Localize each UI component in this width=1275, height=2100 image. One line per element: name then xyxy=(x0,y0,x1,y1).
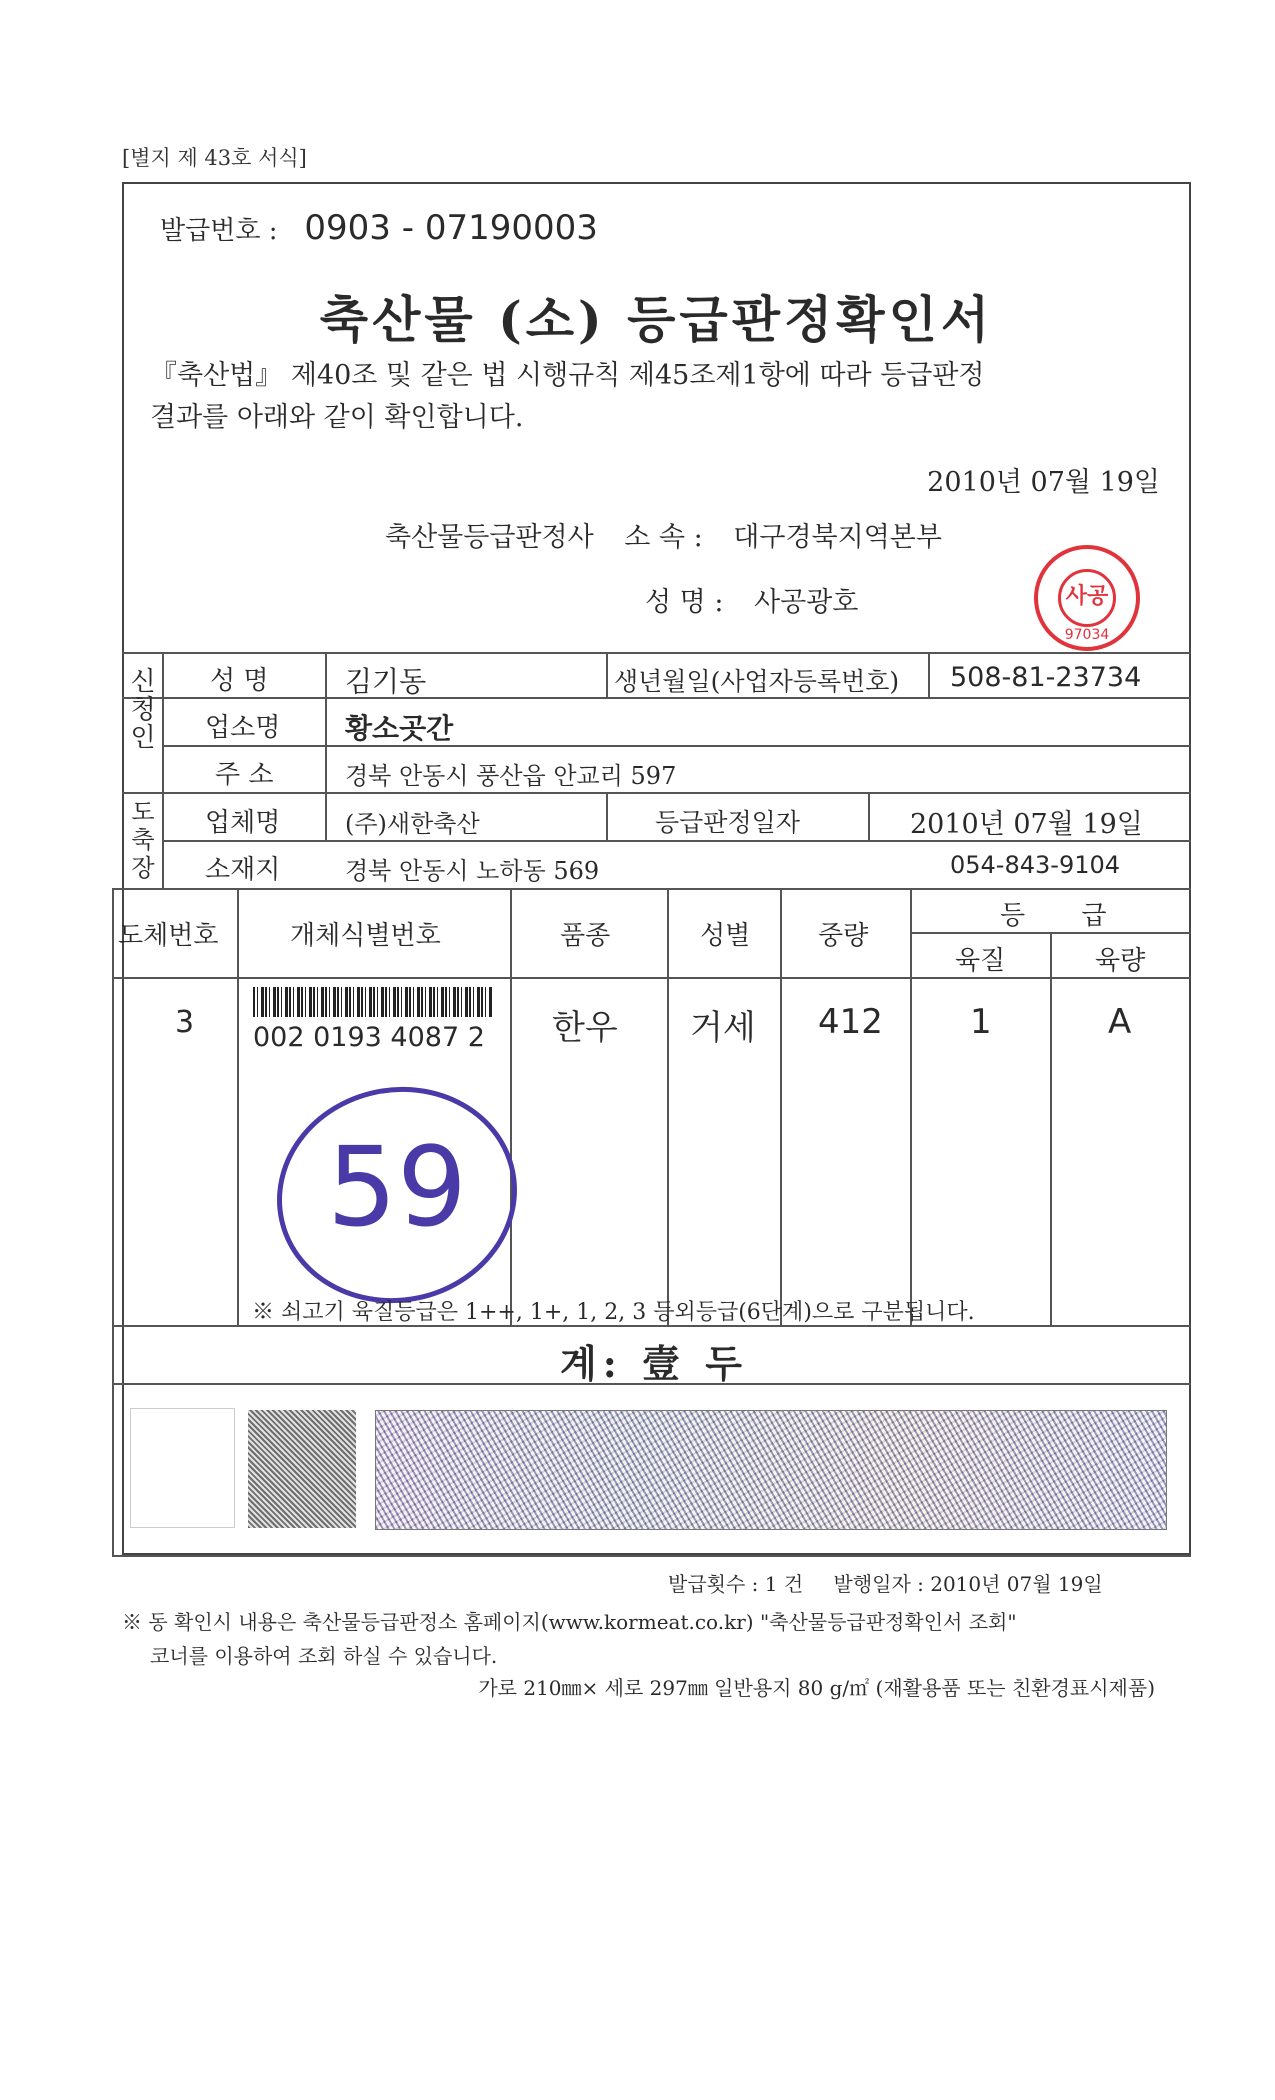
divider xyxy=(112,1555,1191,1557)
issue-number-row xyxy=(160,208,598,248)
applicant-id: 508-81-23734 xyxy=(950,662,1142,693)
issue-count: 발급횟수 : 1 건 xyxy=(668,1572,804,1596)
verification-code-box xyxy=(130,1408,235,1528)
divider xyxy=(112,888,1191,890)
applicant-id-label: 생년월일(사업자등록번호) xyxy=(614,667,900,696)
issue-number: 0903 - 07190003 xyxy=(304,208,598,248)
company-name: (주)새한축산 xyxy=(345,810,480,838)
business-name-label: 업소명 xyxy=(205,713,281,743)
id-number: 002 0193 4087 2 xyxy=(253,1022,485,1053)
address-label: 주 소 xyxy=(215,760,274,790)
issue-number-label: 발급번호 : xyxy=(160,216,278,246)
verification-pattern xyxy=(248,1410,356,1528)
quality-grade-value: 1 xyxy=(970,1002,992,1042)
total-count: 계: 壹 두 xyxy=(560,1341,748,1386)
grader-title: 축산물등급판정사 xyxy=(385,522,594,553)
header-carcass-no: 도체번호 xyxy=(118,921,219,951)
company-label: 업체명 xyxy=(205,808,281,838)
verification-barcode xyxy=(375,1410,1167,1530)
divider xyxy=(928,652,930,697)
intro-text xyxy=(150,355,1160,439)
divider xyxy=(162,745,1191,747)
header-sex: 성별 xyxy=(700,921,751,951)
location-label: 소재지 xyxy=(205,855,281,885)
applicant-section-label: 신 청 인 xyxy=(130,667,156,753)
notice-line-1: ※ 동 확인시 내용은 축산물등급판정소 홈페이지(www.kormeat.co.kr) "축산물등급판정확인서 조회" xyxy=(122,1610,1017,1634)
paper-spec: 가로 210㎜× 세로 297㎜ 일반용지 80 g/㎡ (재활용품 또는 친환경표시제품) xyxy=(478,1676,1155,1700)
address: 경북 안동시 풍산읍 안교리 597 xyxy=(345,762,677,790)
applicant-name-label: 성 명 xyxy=(210,666,269,696)
divider xyxy=(606,652,608,697)
slaughterhouse-section-label: 도 축 장 xyxy=(131,798,155,882)
grader-name: 사공광호 xyxy=(754,587,859,618)
applicant-name: 김기동 xyxy=(345,665,427,698)
divider xyxy=(868,792,870,840)
seal-text: 사공 xyxy=(1065,583,1109,609)
location: 경북 안동시 노하동 569 xyxy=(345,857,600,885)
intro-line-2: 결과를 아래와 같이 확인합니다. xyxy=(150,402,524,433)
grading-date: 2010년 07월 19일 xyxy=(910,809,1143,840)
issue-date: 2010년 07월 19일 xyxy=(927,467,1160,498)
header-weight: 중량 xyxy=(818,921,869,951)
affiliation: 대구경북지역본부 xyxy=(733,522,942,553)
header-yield: 육량 xyxy=(1095,946,1146,976)
notice xyxy=(122,1605,1017,1673)
seal-number: 97034 xyxy=(1064,627,1110,643)
grader-name-label: 성 명 : xyxy=(645,587,724,618)
divider xyxy=(162,652,164,888)
divider xyxy=(122,652,1191,654)
official-seal xyxy=(1034,545,1140,651)
divider xyxy=(606,792,608,840)
phone-number: 054-843-9104 xyxy=(950,851,1121,879)
divider xyxy=(325,652,327,840)
business-name: 황소곳간 xyxy=(345,712,454,745)
form-label: [별지 제 43호 서식] xyxy=(122,146,307,170)
intro-line-1: 『축산법』 제40조 및 같은 법 시행규칙 제45조제1항에 따라 등급판정 xyxy=(150,360,985,391)
barcode xyxy=(253,987,493,1017)
header-quality: 육질 xyxy=(955,946,1006,976)
grade-note: ※ 쇠고기 육질등급은 1++, 1+, 1, 2, 3 등외등급(6단계)으로 구분됩니다. xyxy=(252,1300,975,1325)
divider xyxy=(112,888,114,1555)
affiliation-label: 소 속 : xyxy=(624,522,703,553)
weight-value: 412 xyxy=(818,1002,883,1042)
divider xyxy=(780,888,782,1325)
header-breed: 품종 xyxy=(560,921,611,951)
grader-name-row xyxy=(645,580,880,619)
divider xyxy=(122,792,1191,794)
handwritten-circled-number xyxy=(268,1075,526,1315)
divider xyxy=(667,888,669,1325)
divider xyxy=(1050,932,1052,1325)
yield-grade-value: A xyxy=(1108,1002,1132,1042)
header-grade: 등 급 xyxy=(1000,901,1131,931)
sex-value: 거세 xyxy=(690,1008,756,1048)
breed-value: 한우 xyxy=(552,1008,618,1048)
issue-info xyxy=(668,1568,1127,1597)
grader-affiliation-row xyxy=(385,515,964,554)
divider xyxy=(910,888,912,1325)
divider xyxy=(237,888,239,1325)
notice-line-2: 코너를 이용하여 조회 하실 수 있습니다. xyxy=(150,1644,498,1668)
document-title: 축산물 (소) 등급판정확인서 xyxy=(319,290,994,349)
grading-date-label: 등급판정일자 xyxy=(655,808,800,837)
carcass-number: 3 xyxy=(175,1005,195,1040)
handwritten-number: 59 xyxy=(327,1123,467,1251)
footer-issue-date: 발행일자 : 2010년 07월 19일 xyxy=(833,1572,1103,1596)
divider xyxy=(112,977,1191,979)
header-id-no: 개체식별번호 xyxy=(290,921,441,951)
